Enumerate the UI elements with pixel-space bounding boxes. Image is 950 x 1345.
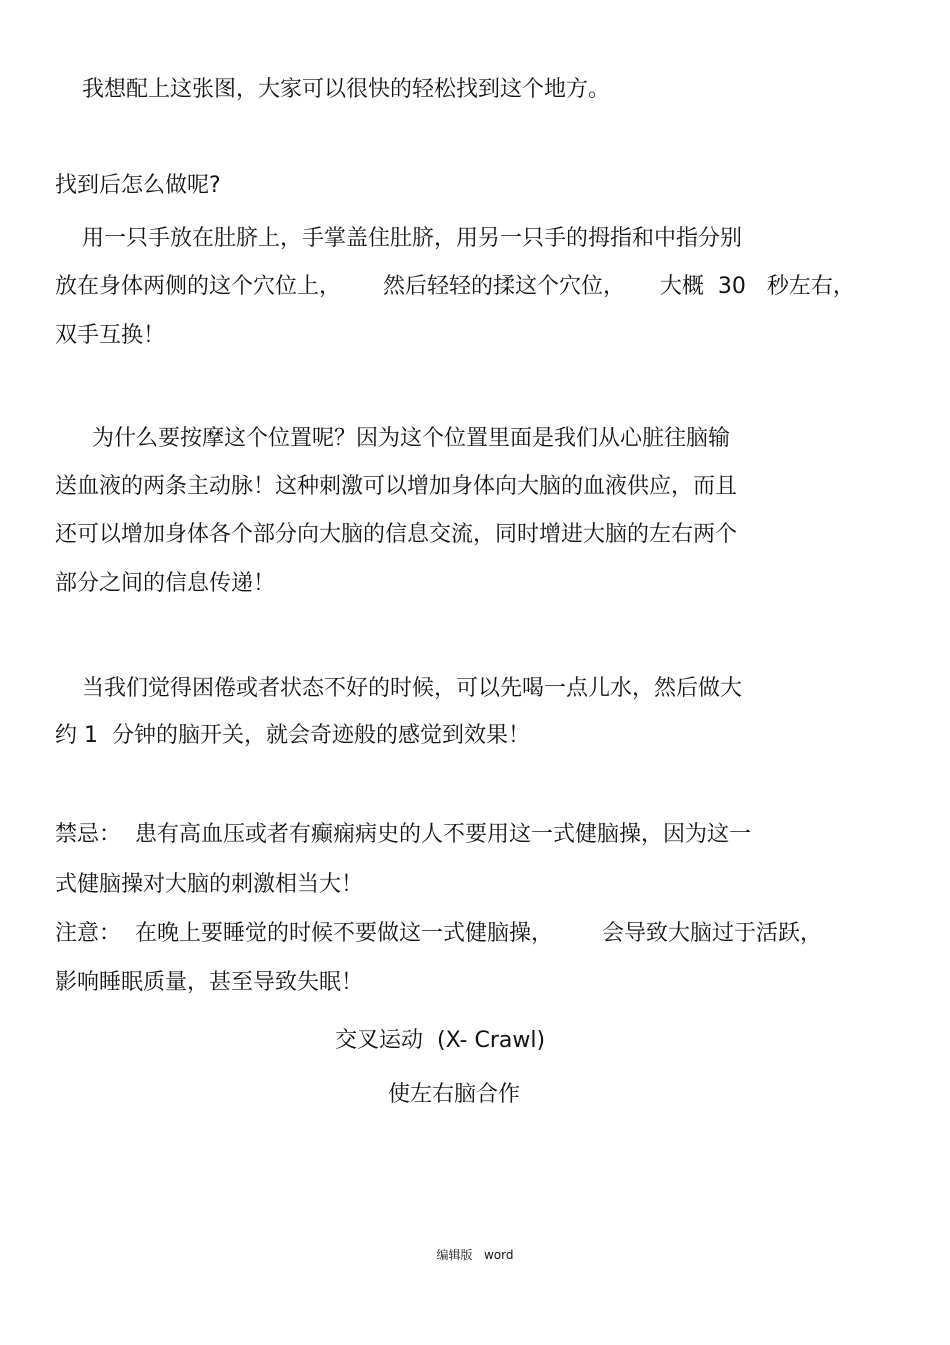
tired-line-2: 约 1 分钟的脑开关，就会奇迹般的感觉到效果！ <box>55 723 530 748</box>
tired-line-1: 当我们觉得困倦或者状态不好的时候，可以先喝一点儿水，然后做大 <box>82 676 743 701</box>
page-footer: 编辑版 word <box>436 1248 514 1262</box>
instruction-line-3: 双手互换！ <box>55 323 166 348</box>
instruction-line-2: 放在身体两侧的这个穴位上， 然后轻轻的揉这个穴位， 大概 30 秒左右， <box>55 274 855 299</box>
paragraph-intro-line: 我想配上这张图，大家可以很快的轻松找到这个地方。 <box>82 77 611 102</box>
section-heading: 交叉运动 (X- Crawl) <box>335 1028 546 1053</box>
question-how-line: 找到后怎么做呢? <box>55 173 221 198</box>
caution-line-1: 注意： 在晚上要睡觉的时候不要做这一式健脑操， 会导致大脑过于活跃， <box>55 921 822 946</box>
instruction-line-1: 用一只手放在肚脐上，手掌盖住肚脐，用另一只手的拇指和中指分别 <box>82 226 743 251</box>
reason-line-3: 还可以增加身体各个部分向大脑的信息交流，同时增进大脑的左右两个 <box>55 522 738 547</box>
reason-line-4: 部分之间的信息传递！ <box>55 571 276 596</box>
section-subheading: 使左右脑合作 <box>388 1082 521 1107</box>
contraindication-line-2: 式健脑操对大脑的刺激相当大！ <box>55 872 364 897</box>
reason-line-2: 送血液的两条主动脉！这种刺激可以增加身体向大脑的血液供应，而且 <box>55 474 738 499</box>
reason-line-1: 为什么要按摩这个位置呢？因为这个位置里面是我们从心脏往脑输 <box>92 426 731 451</box>
caution-line-2: 影响睡眠质量，甚至导致失眠！ <box>55 970 364 995</box>
contraindication-line-1: 禁忌： 患有高血压或者有癫痫病史的人不要用这一式健脑操，因为这一 <box>55 822 751 847</box>
